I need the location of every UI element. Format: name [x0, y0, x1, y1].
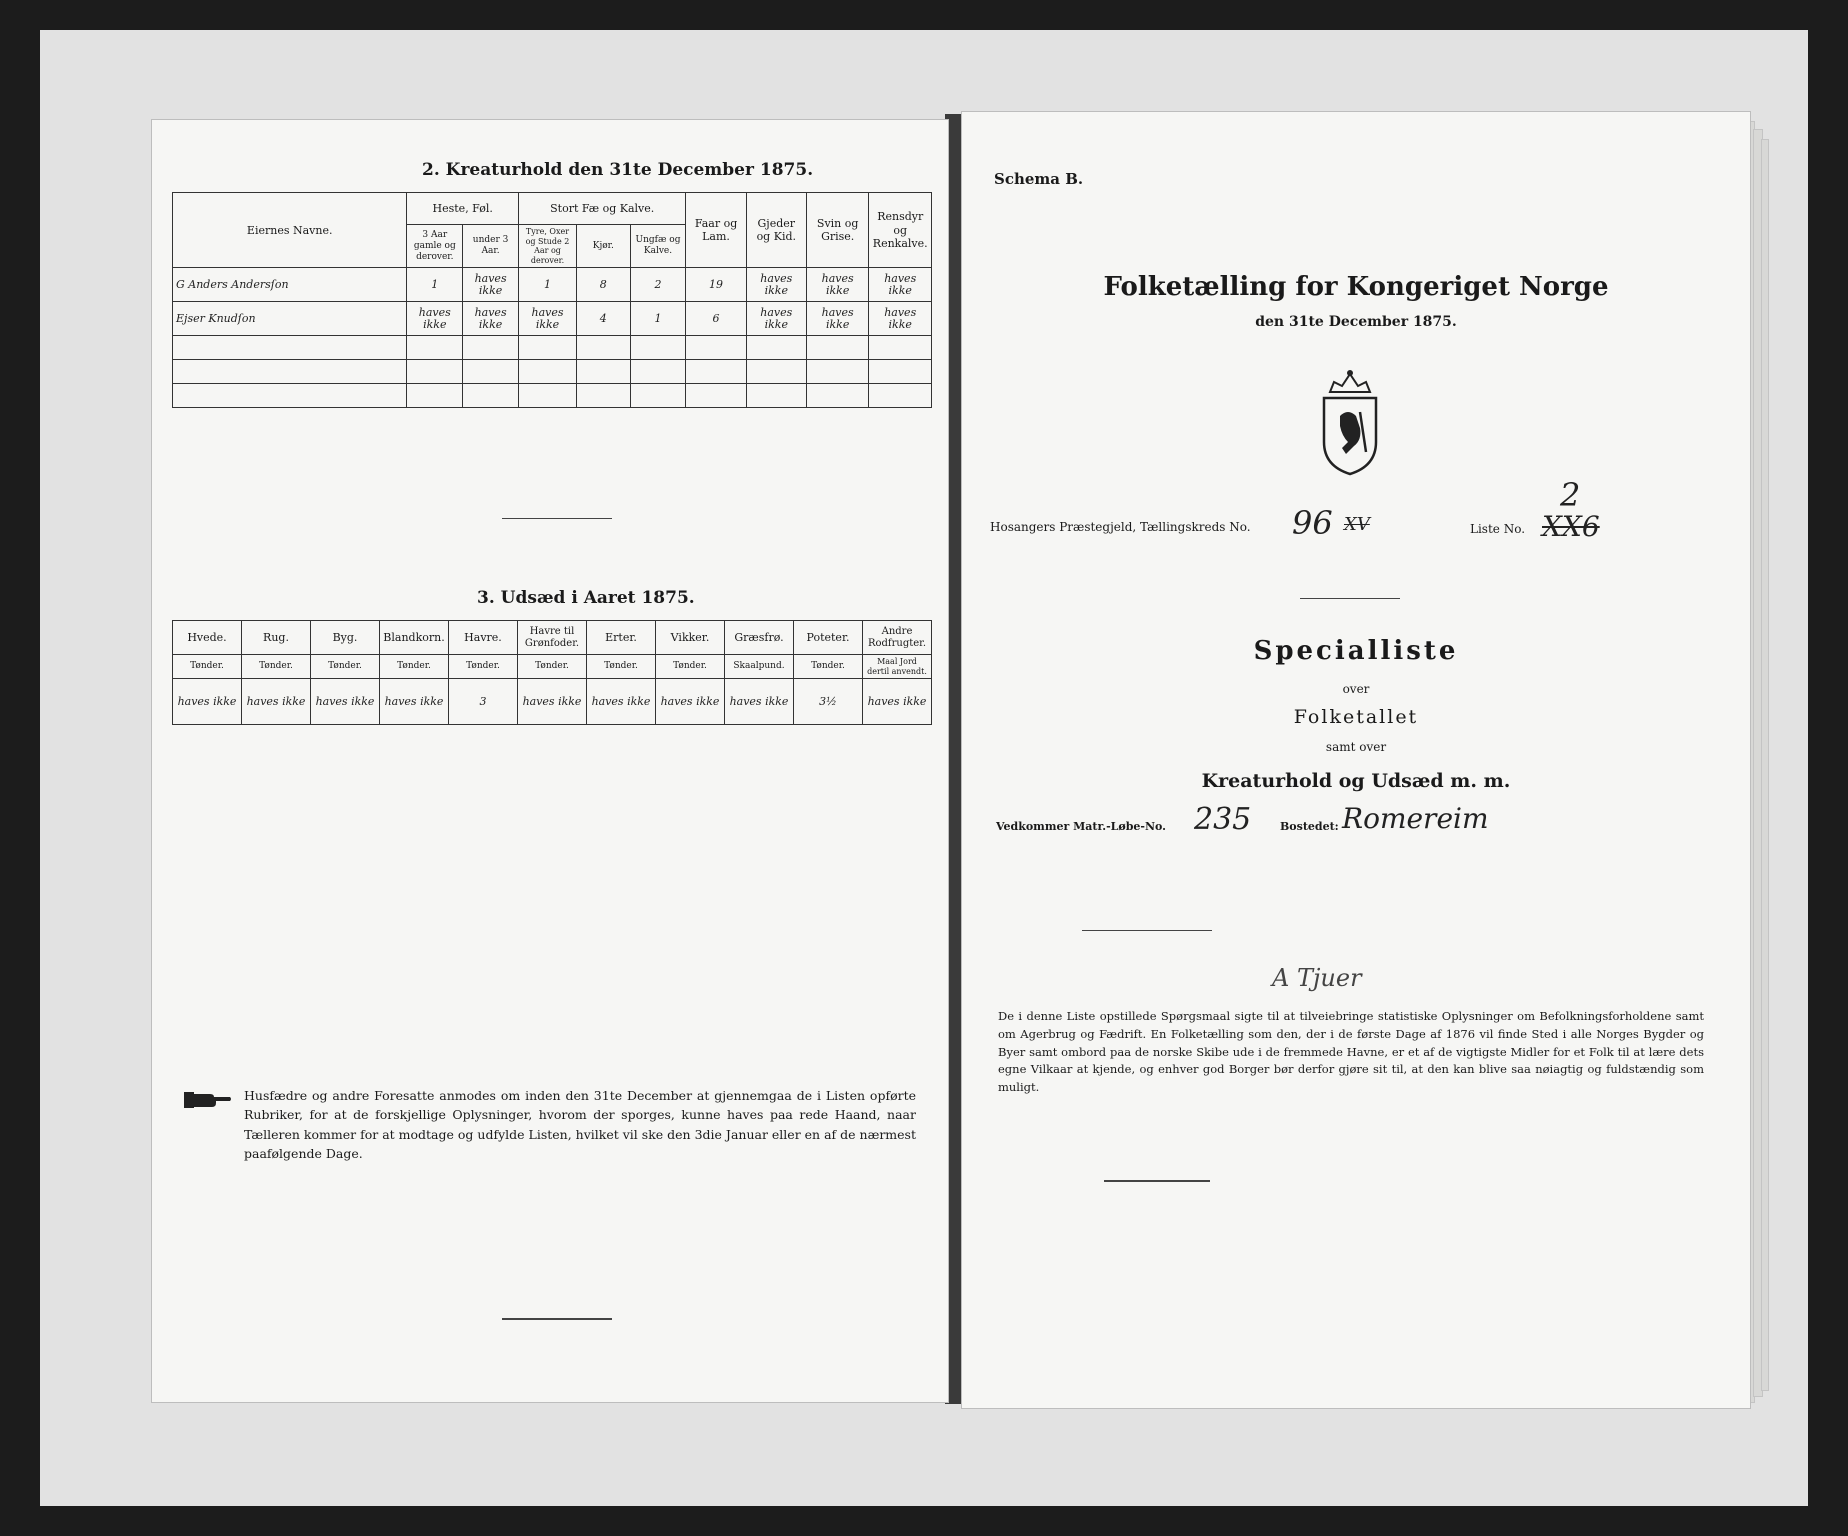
owner-name: Ejser Knudſon — [173, 302, 407, 336]
seed-unit: Tønder. — [587, 655, 656, 679]
bosted-label: Bostedet: — [1280, 820, 1339, 833]
cell: haves ikke — [380, 679, 449, 725]
seed-header: Vikker. — [656, 621, 725, 655]
matr-label: Vedkommer Matr.-Løbe-No. — [996, 820, 1166, 833]
table-row — [173, 384, 932, 408]
cell: haves ikke — [725, 679, 794, 725]
seed-header: Græsfrø. — [725, 621, 794, 655]
cell: 3 — [449, 679, 518, 725]
header-sheep: Faar og Lam. — [686, 193, 746, 268]
liste-label: Liste No. — [1470, 522, 1526, 536]
seed-unit: Tønder. — [173, 655, 242, 679]
cell: haves ikke — [173, 679, 242, 725]
cell: 2 — [630, 268, 686, 302]
cell: haves ikke — [869, 302, 932, 336]
seed-header: Poteter. — [794, 621, 863, 655]
seed-unit: Skaalpund. — [725, 655, 794, 679]
matr-number: 235 — [1194, 802, 1252, 837]
seed-header: Hvede. — [173, 621, 242, 655]
cell: 1 — [518, 268, 576, 302]
cell: haves ikke — [869, 268, 932, 302]
cell: haves ikke — [587, 679, 656, 725]
notice-text: Husfædre og andre Foresatte anmodes om inden den 31te December at gjennemgaa de i Listen opførte Rubriker, for at de forskjellige Oplysninger, hvorom der sporges, kunne haves paa rede Haand, naar Tælleren kommer for at modtage og udfylde Listen, hvilket vil ske den 3die Januar eller en af de nærmest paafølgende Dage. — [244, 1088, 916, 1162]
left-page — [152, 120, 948, 1402]
specialliste-heading: Specialliste — [1253, 636, 1459, 666]
header-cattle-cows: Kjør. — [577, 225, 631, 268]
table-row — [173, 679, 932, 725]
seed-header: Havre. — [449, 621, 518, 655]
cell: haves ikke — [746, 302, 806, 336]
right-page — [962, 112, 1750, 1408]
divider — [1104, 1180, 1210, 1182]
header-pigs: Svin og Grise. — [806, 193, 869, 268]
liste-number: 2 — [1560, 476, 1581, 514]
scan-frame — [40, 30, 1808, 1506]
cell: haves ikke — [518, 302, 576, 336]
divider — [1082, 930, 1212, 931]
divider — [502, 518, 612, 519]
seed-unit: Tønder. — [311, 655, 380, 679]
parish-label: Hosangers Præstegjeld, Tællingskreds No. — [990, 520, 1251, 534]
seed-unit: Tønder. — [380, 655, 449, 679]
header-owner: Eiernes Navne. — [173, 193, 407, 268]
cell: 6 — [686, 302, 746, 336]
header-goats: Gjeder og Kid. — [746, 193, 806, 268]
header-cattle-young: Ungfæ og Kalve. — [630, 225, 686, 268]
seed-table — [172, 620, 932, 725]
seed-unit: Tønder. — [449, 655, 518, 679]
kreds-number: 96 — [1292, 504, 1333, 542]
seed-header: Havre til Grønfoder. — [518, 621, 587, 655]
header-horses-young: under 3 Aar. — [463, 225, 519, 268]
cell: 8 — [577, 268, 631, 302]
cell: haves ikke — [518, 679, 587, 725]
seed-unit: Tønder. — [242, 655, 311, 679]
page-edge — [1754, 130, 1762, 1396]
header-cattle: Stort Fæ og Kalve. — [518, 193, 685, 225]
seed-header: Erter. — [587, 621, 656, 655]
livestock-table — [172, 192, 932, 408]
liste-struck: XX6 — [1542, 510, 1600, 543]
seed-unit: Maal Jord dertil anvendt. — [863, 655, 932, 679]
cell: haves ikke — [863, 679, 932, 725]
cell: 1 — [407, 268, 463, 302]
cell: 1 — [630, 302, 686, 336]
header-horses: Heste, Føl. — [407, 193, 519, 225]
section-2-title: 2. Kreaturhold den 31te December 1875. — [422, 160, 814, 180]
pointing-hand-icon — [182, 1088, 232, 1112]
census-title: Folketælling for Kongeriget Norge — [1103, 272, 1609, 302]
signature: A Tjuer — [1272, 964, 1362, 992]
kreds-struck: XV — [1344, 514, 1370, 535]
table-row — [173, 302, 932, 336]
census-date: den 31te December 1875. — [1255, 314, 1457, 330]
cell: 4 — [577, 302, 631, 336]
divider — [502, 1318, 612, 1320]
seed-unit: Tønder. — [518, 655, 587, 679]
header-horses-old: 3 Aar gamle og derover. — [407, 225, 463, 268]
seed-unit: Tønder. — [656, 655, 725, 679]
cell: haves ikke — [311, 679, 380, 725]
cell: haves ikke — [463, 302, 519, 336]
seed-header: Blandkorn. — [380, 621, 449, 655]
footer-text: De i denne Liste opstillede Spørgsmaal sigte til at tilveiebringe statistiske Oplysninger om Befolkningsforholdene samt om Agerbrug og Fædrift. En Folketælling som den, der i de første Dage af 1876 vil finde Sted i alle Norges Bygder og Byer samt ombord paa de norske Skibe ude i de fremmede Havne, er et af de vigtigste Midler for et Folk til at lære dets egne Vilkaar at kjende, og enhver god Borger bør derfor gjøre sit til, at den kan blive saa nøiagtig og fuldstændig som muligt. — [998, 1009, 1704, 1095]
seed-header: Byg. — [311, 621, 380, 655]
owner-name: G Anders Andersſon — [173, 268, 407, 302]
table-row — [173, 336, 932, 360]
cell: haves ikke — [242, 679, 311, 725]
cell: 3½ — [794, 679, 863, 725]
subheading: Kreaturhold og Udsæd m. m. — [1201, 770, 1511, 792]
seed-unit: Tønder. — [794, 655, 863, 679]
header-reindeer: Rensdyr og Renkalve. — [869, 193, 932, 268]
over-text: over — [1342, 682, 1370, 696]
table-row — [173, 268, 932, 302]
cell: haves ikke — [463, 268, 519, 302]
folketallet-text: Folketallet — [1293, 706, 1419, 728]
seed-header: Rug. — [242, 621, 311, 655]
bosted-value: Romereim — [1342, 802, 1489, 835]
cell: haves ikke — [656, 679, 725, 725]
divider — [1300, 598, 1400, 599]
schema-label: Schema B. — [994, 170, 1084, 188]
header-cattle-bulls: Tyre, Oxer og Stude 2 Aar og derover. — [518, 225, 576, 268]
table-row — [173, 360, 932, 384]
coat-of-arms-icon — [1312, 368, 1388, 478]
cell: haves ikke — [407, 302, 463, 336]
page-edge — [1762, 140, 1768, 1390]
cell: 19 — [686, 268, 746, 302]
section-3-title: 3. Udsæd i Aaret 1875. — [477, 588, 695, 608]
seed-header: Andre Rodfrugter. — [863, 621, 932, 655]
samt-over-text: samt over — [1325, 740, 1387, 754]
cell: haves ikke — [806, 268, 869, 302]
cell: haves ikke — [746, 268, 806, 302]
cell: haves ikke — [806, 302, 869, 336]
